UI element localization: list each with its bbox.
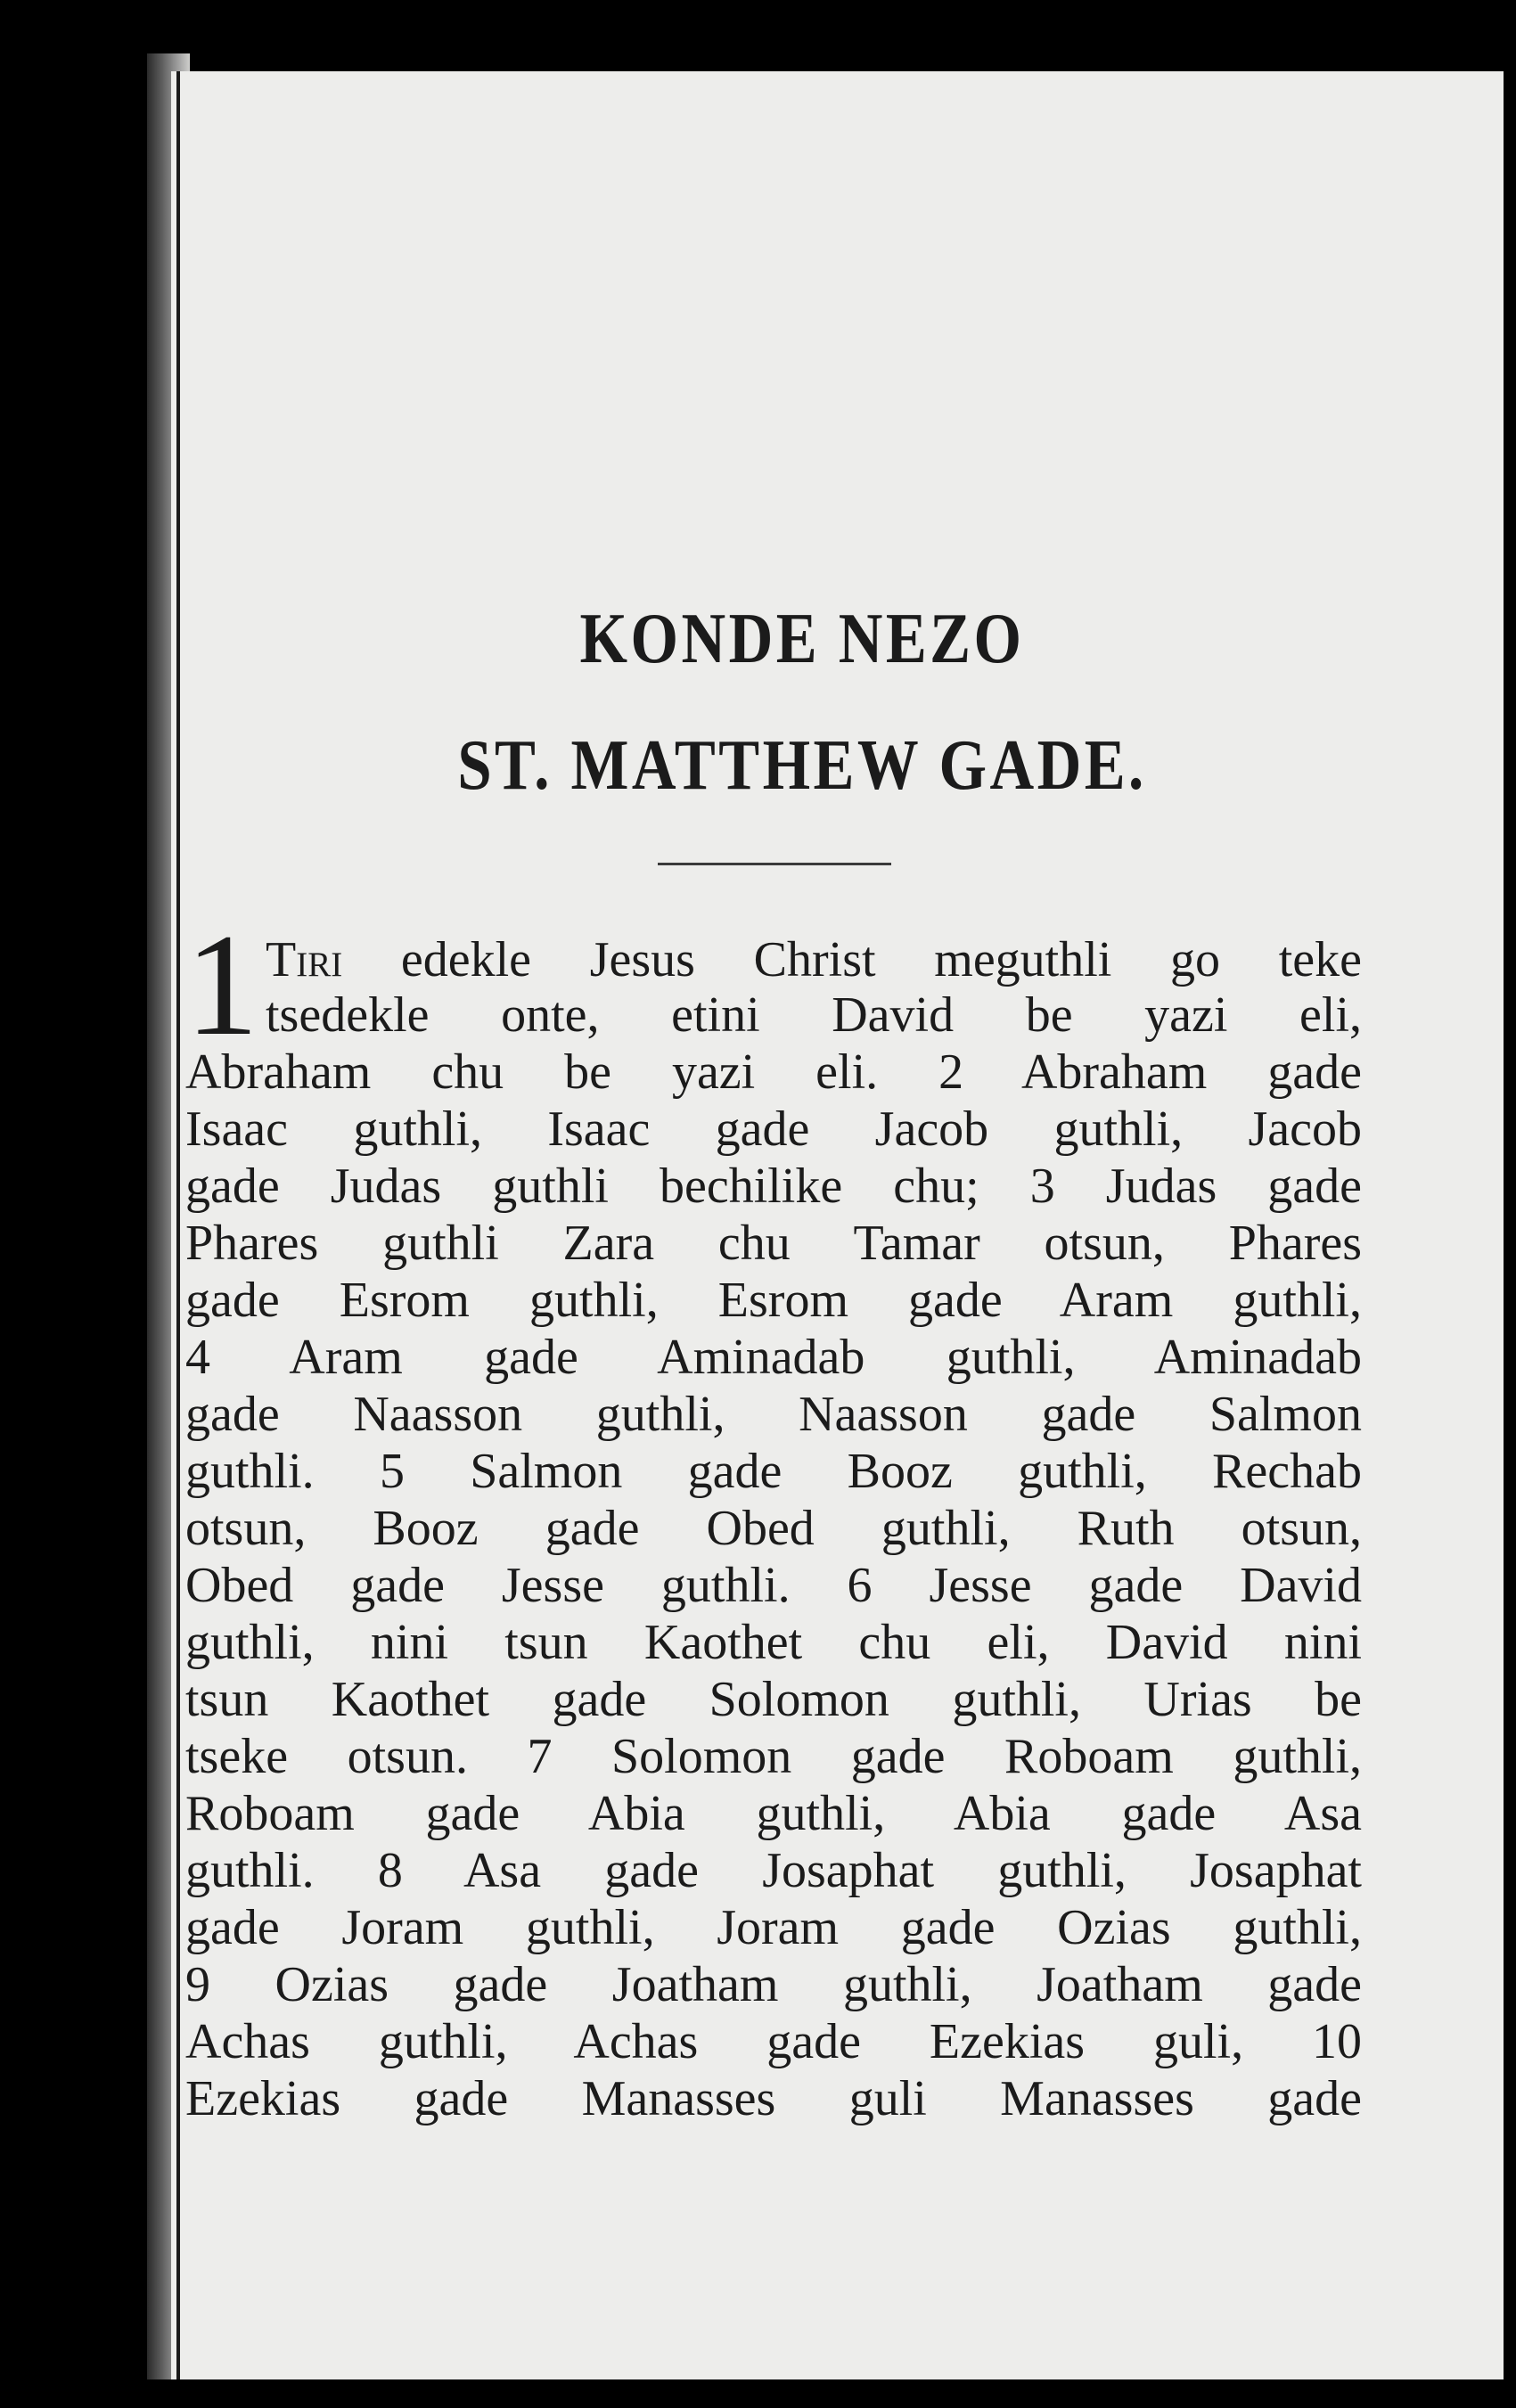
text-line: Abraham chu be yazi eli. 2 Abraham gade (185, 1044, 1362, 1100)
text-line: 4 Aram gade Aminadab guthli, Aminadab (185, 1330, 1362, 1385)
text-line: Roboam gade Abia guthli, Abia gade Asa (185, 1786, 1362, 1841)
chapter-number: 1 (185, 905, 258, 1066)
book-title: KONDE NEZO (579, 600, 1025, 678)
text-line: guthli, nini tsun Kaothet chu eli, David nini (185, 1615, 1362, 1670)
text-line: tsun Kaothet gade Solomon guthli, Urias be (185, 1672, 1362, 1727)
text-line: gade Naasson guthli, Naasson gade Salmon (185, 1387, 1362, 1442)
text-line: otsun, Booz gade Obed guthli, Ruth otsun, (185, 1501, 1362, 1556)
text-line: Obed gade Jesse guthli. 6 Jesse gade David (185, 1558, 1362, 1613)
text-line-first (266, 929, 1362, 991)
text-line: tseke otsun. 7 Solomon gade Roboam guthli, (185, 1729, 1362, 1784)
title-rule (658, 863, 891, 865)
text-line: tsedekle onte, etini David be yazi eli, (266, 987, 1362, 1043)
text-line: gade Esrom guthli, Esrom gade Aram guthli, (185, 1273, 1362, 1328)
text-line: guthli. 8 Asa gade Josaphat guthli, Josaphat (185, 1843, 1362, 1898)
text-line: Phares guthli Zara chu Tamar otsun, Phares (185, 1216, 1362, 1271)
book-subtitle: ST. MATTHEW GADE. (457, 726, 1147, 805)
text-line: gade Judas guthli bechilike chu; 3 Judas gade (185, 1159, 1362, 1214)
gutter-edge-line (176, 71, 180, 2379)
text-line: Isaac guthli, Isaac gade Jacob guthli, Jacob (185, 1102, 1362, 1157)
text-line: 9 Ozias gade Joatham guthli, Joatham gade (185, 1957, 1362, 2012)
first-line-rest: edekle Jesus Christ meguthli go teke (400, 932, 1362, 987)
text-line: gade Joram guthli, Joram gade Ozias guthli, (185, 1900, 1362, 1955)
text-line: Achas guthli, Achas gade Ezekias guli, 10 (185, 2014, 1362, 2069)
text-line: Ezekias gade Manasses guli Manasses gade (185, 2071, 1362, 2126)
first-word: Tiri (266, 932, 343, 987)
text-line: guthli. 5 Salmon gade Booz guthli, Rechab (185, 1444, 1362, 1499)
